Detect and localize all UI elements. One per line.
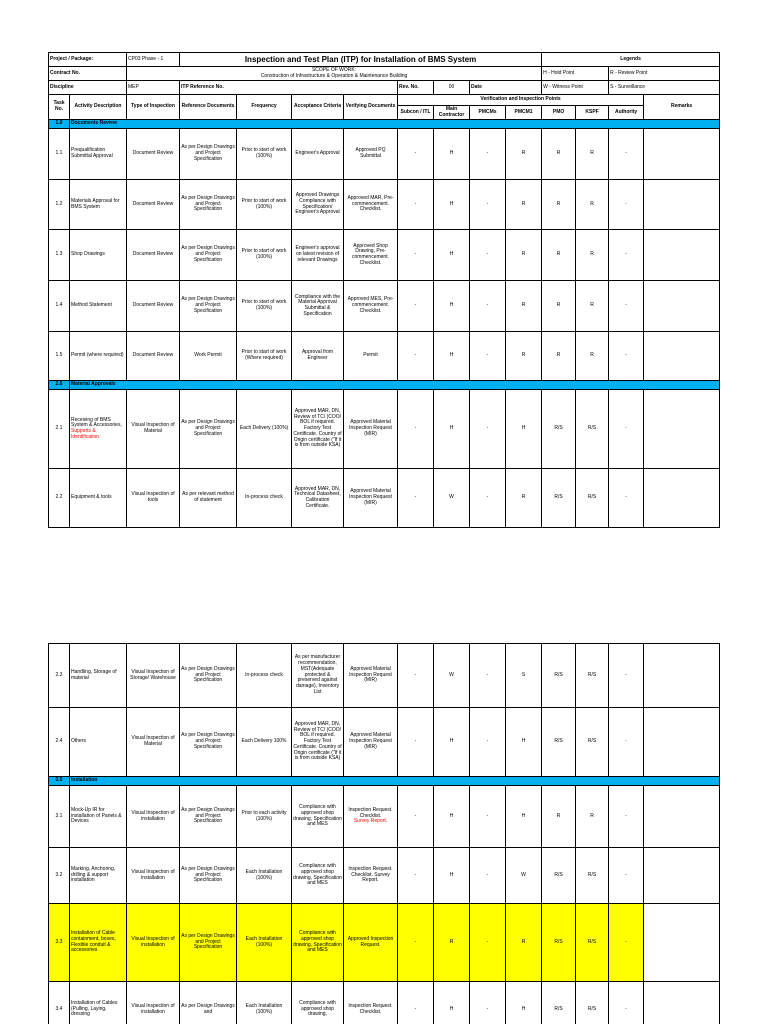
activity: Materials Approval for BMS System <box>70 180 127 230</box>
activity: Method Statement <box>70 281 127 332</box>
reference-docs: As per Design Drawings and Project Specification <box>180 848 237 904</box>
pmo-point: R <box>542 129 576 180</box>
kspf-point: R <box>576 786 609 848</box>
kspf-point: R/S <box>576 390 609 469</box>
remarks <box>644 848 720 904</box>
activity: Handling, Storage of material <box>70 644 127 708</box>
activity-text-highlight: Supports & Identification. <box>71 428 101 440</box>
pmcms-point: - <box>470 390 506 469</box>
main-point: W <box>434 469 470 528</box>
verifying-docs-text: Inspection Request. Checklist. <box>348 806 393 819</box>
reference-docs: As per Design Drawings and Project Specification <box>180 230 237 281</box>
remarks <box>644 230 720 281</box>
col-task-no: Task No. <box>49 95 70 120</box>
inspection-type: Visual Inspection of installation <box>127 982 180 1024</box>
section-title: Installation <box>70 777 720 786</box>
section-header <box>49 381 720 390</box>
authority-point: - <box>609 644 644 708</box>
pmcm1-point: S <box>506 644 542 708</box>
frequency: Each Installation (100%) <box>237 904 292 982</box>
activity-text: Receiving of BMS System & Accessories, <box>71 416 122 429</box>
activity: Equipment & tools <box>70 469 127 528</box>
reference-docs: As per Design Drawings and <box>180 982 237 1024</box>
section-header <box>49 120 720 129</box>
kspf-point: R/S <box>576 904 609 982</box>
pmcm1-point: R <box>506 904 542 982</box>
acceptance: Approved Drawings Compliance with Specification/ Engineer's Approval <box>292 180 344 230</box>
frequency: Prior to start of work (100%) <box>237 230 292 281</box>
col-type: Type of Inspection <box>127 95 180 120</box>
acceptance: Approved MAR, DN, Review of TC/ (COO/ BOL if required. Factory Test Certificate. Country of Origin certificate ("If it is from outside KSA) <box>292 390 344 469</box>
acceptance: Compliance with approved shop drawing, Specification and MES <box>292 848 344 904</box>
col-verifying: Verifying Documents <box>344 95 398 120</box>
remarks <box>644 180 720 230</box>
col-reference: Reference Documents <box>180 95 237 120</box>
table-row <box>49 390 720 469</box>
authority-point: - <box>609 904 644 982</box>
scope-of-work <box>127 67 542 81</box>
authority-point: - <box>609 230 644 281</box>
itp-table-page-1 <box>48 52 720 528</box>
pmcm1-point: H <box>506 708 542 777</box>
task-no: 1.4 <box>49 281 70 332</box>
inspection-type: Document Review <box>127 180 180 230</box>
pmcm1-point: H <box>506 982 542 1024</box>
col-acceptance: Acceptance Criteria <box>292 95 344 120</box>
pmcms-point: - <box>470 230 506 281</box>
pmo-point: R/S <box>542 982 576 1024</box>
acceptance: As per manufacturer recommendation, MST(Adequate protected & preserved against damage), Inventory List <box>292 644 344 708</box>
acceptance: Approved MAR, DN, Review of TC/ (COO/ BOL if required. Factory Test Certificate. Country of Origin certificate ("If it is from outside KSA) <box>292 708 344 777</box>
pmo-point: R <box>542 332 576 381</box>
pmo-point: R/S <box>542 904 576 982</box>
verifying-docs: Approved MES, Pre-commencement. Checklist. <box>344 281 398 332</box>
inspection-type: Visual Inspection of tools <box>127 469 180 528</box>
inspection-type: Visual Inspection of installation <box>127 848 180 904</box>
table-row <box>49 708 720 777</box>
date-label: Date <box>470 81 542 95</box>
verifying-docs: Approved Material Inspection Request (MIR) <box>344 644 398 708</box>
remarks <box>644 332 720 381</box>
main-point: H <box>434 390 470 469</box>
inspection-type: Visual Inspection of Material <box>127 708 180 777</box>
frequency: Prior to start of work (100%) <box>237 180 292 230</box>
table-row <box>49 469 720 528</box>
subcon-point: - <box>398 708 434 777</box>
pmcm1-point: H <box>506 786 542 848</box>
task-no: 2.2 <box>49 469 70 528</box>
authority-point: - <box>609 786 644 848</box>
rev-label: Rev. No. <box>398 81 434 95</box>
scope-line-2: Construction of Infrastructure & Operation & Maintenance Building <box>260 72 408 79</box>
frequency: Each Installation (100%) <box>237 848 292 904</box>
pmcms-point: - <box>470 904 506 982</box>
frequency: Each Delivery (100%) <box>237 390 292 469</box>
kspf-point: R/S <box>576 982 609 1024</box>
verifying-docs: Approved Material Inspection Request (MIR) <box>344 708 398 777</box>
main-point: R <box>434 904 470 982</box>
activity: Permit (where required) <box>70 332 127 381</box>
pmo-point: R/S <box>542 848 576 904</box>
reference-docs: As per Design Drawings and Project Specification <box>180 708 237 777</box>
main-point: H <box>434 982 470 1024</box>
legend-review-point: R - Review Point <box>609 67 720 81</box>
col-subcon: Subcon / ITL <box>398 106 434 120</box>
inspection-type: Visual Inspection of installation <box>127 786 180 848</box>
verifying-docs-highlight: Survey Report. <box>353 818 388 825</box>
frequency: Prior to start of work (Where required) <box>237 332 292 381</box>
reference-docs: As per Design Drawings and Project Specification <box>180 281 237 332</box>
reference-docs: As per relevant method of statement <box>180 469 237 528</box>
section-header <box>49 777 720 786</box>
task-no: 1.5 <box>49 332 70 381</box>
kspf-point: R <box>576 129 609 180</box>
col-pmo: PMO <box>542 106 576 120</box>
itp-reference-label: ITP Reference No. <box>180 81 398 95</box>
reference-docs: As per Design Drawings and Project Specification <box>180 129 237 180</box>
col-pmcm1: PMCM1 <box>506 106 542 120</box>
legend-surveillance: S - Surveillance <box>609 81 720 95</box>
task-no: 2.3 <box>49 644 70 708</box>
reference-docs: As per Design Drawings and Project Specification <box>180 644 237 708</box>
subcon-point: - <box>398 129 434 180</box>
col-frequency: Frequency <box>237 95 292 120</box>
remarks <box>644 390 720 469</box>
section-no: 1.0 <box>49 120 70 129</box>
acceptance: Approved MAR, DN, Technical Datasheet, Calibration Certificate. <box>292 469 344 528</box>
task-no: 3.2 <box>49 848 70 904</box>
subcon-point: - <box>398 644 434 708</box>
frequency: Prior to each activity (100%) <box>237 786 292 848</box>
reference-docs: Work Permit <box>180 332 237 381</box>
task-no: 1.2 <box>49 180 70 230</box>
section-no: 3.0 <box>49 777 70 786</box>
pmcm1-point: H <box>506 390 542 469</box>
itp-page-1 <box>48 52 719 528</box>
main-point: H <box>434 129 470 180</box>
pmcms-point: - <box>470 129 506 180</box>
verifying-docs: Approved Inspection Request. <box>344 904 398 982</box>
authority-point: - <box>609 129 644 180</box>
pmo-point: R/S <box>542 708 576 777</box>
reference-docs: As per Design Drawings and Project Specification <box>180 904 237 982</box>
reference-docs: As per Design Drawings and Project Specification <box>180 390 237 469</box>
inspection-type: Document Review <box>127 129 180 180</box>
kspf-point: R <box>576 230 609 281</box>
frequency: In-process check <box>237 469 292 528</box>
activity: Installation of Cable containment, boxes, Flexible conduit & accessories <box>70 904 127 982</box>
task-no: 3.3 <box>49 904 70 982</box>
task-no: 2.1 <box>49 390 70 469</box>
task-no: 1.3 <box>49 230 70 281</box>
table-row <box>49 786 720 848</box>
legend-hold-point: H - Hold Point <box>542 67 609 81</box>
table-row <box>49 230 720 281</box>
pmcms-point: - <box>470 180 506 230</box>
verifying-docs <box>344 786 398 848</box>
table-row-highlighted <box>49 904 720 982</box>
section-title: Material Approvals <box>70 381 720 390</box>
remarks <box>644 129 720 180</box>
subcon-point: - <box>398 904 434 982</box>
inspection-type: Visual Inspection of Storage/ Warehouse <box>127 644 180 708</box>
frequency: In-process check <box>237 644 292 708</box>
activity: Shop Drawings <box>70 230 127 281</box>
task-no: 2.4 <box>49 708 70 777</box>
verifying-docs: Approved PQ Submittal <box>344 129 398 180</box>
remarks <box>644 644 720 708</box>
authority-point: - <box>609 180 644 230</box>
legends-label: Legends <box>542 53 720 67</box>
authority-point: - <box>609 848 644 904</box>
acceptance: Compliance with approved shop drawing, Specification and MES <box>292 786 344 848</box>
itp-page-2 <box>48 643 719 1024</box>
authority-point: - <box>609 281 644 332</box>
pmcms-point: - <box>470 848 506 904</box>
kspf-point: R <box>576 332 609 381</box>
acceptance: Compliance with approved shop drawing, Specification and MES <box>292 904 344 982</box>
subcon-point: - <box>398 848 434 904</box>
inspection-type: Document Review <box>127 230 180 281</box>
pmcm1-point: R <box>506 129 542 180</box>
verifying-docs: Approved Material Inspection Request (MIR) <box>344 469 398 528</box>
table-row <box>49 332 720 381</box>
frequency: Each Installation (100%) <box>237 982 292 1024</box>
verifying-docs: Inspection Request. Checklist. Survey Report. <box>344 848 398 904</box>
activity: Others <box>70 708 127 777</box>
acceptance: Compliance with approved shop drawing, <box>292 982 344 1024</box>
activity: Marking, Anchoring, drilling & support installation <box>70 848 127 904</box>
task-no: 3.4 <box>49 982 70 1024</box>
scope-line-1: SCOPE OF WORK: <box>311 66 357 73</box>
rev-value: 00 <box>434 81 470 95</box>
activity: Mock-Up IR for installation of Panels & Devices <box>70 786 127 848</box>
col-main-contractor: Main Contractor <box>434 106 470 120</box>
pmo-point: R <box>542 281 576 332</box>
project-label: Project / Package: <box>49 53 127 67</box>
pmo-point: R <box>542 180 576 230</box>
task-no: 3.1 <box>49 786 70 848</box>
frequency: Prior to start of work (100%) <box>237 281 292 332</box>
col-activity: Activity Description <box>70 95 127 120</box>
kspf-point: R/S <box>576 644 609 708</box>
pmcms-point: - <box>470 786 506 848</box>
legend-witness-point: W - Witness Point <box>542 81 609 95</box>
pmcms-point: - <box>470 332 506 381</box>
inspection-type: Visual Inspection of installation <box>127 904 180 982</box>
pmcm1-point: W <box>506 848 542 904</box>
acceptance: Compliance with the Material Approval Submittal & Specification <box>292 281 344 332</box>
authority-point: - <box>609 469 644 528</box>
section-no: 2.0 <box>49 381 70 390</box>
frequency: Each Delivery 100% <box>237 708 292 777</box>
verifying-docs: Approved Shop Drawing, Pre-commencement. Checklist. <box>344 230 398 281</box>
pmcm1-point: R <box>506 230 542 281</box>
pmcm1-point: R <box>506 281 542 332</box>
verifying-docs: Permit <box>344 332 398 381</box>
kspf-point: R <box>576 281 609 332</box>
frequency: Prior to start of work (100%) <box>237 129 292 180</box>
remarks <box>644 469 720 528</box>
pmcm1-point: R <box>506 332 542 381</box>
verifying-docs: Approved MAR, Pre-commencement. Checklist. <box>344 180 398 230</box>
pmo-point: R/S <box>542 469 576 528</box>
pmcms-point: - <box>470 281 506 332</box>
main-point: H <box>434 848 470 904</box>
verifying-docs: Inspection Request. Checklist. <box>344 982 398 1024</box>
subcon-point: - <box>398 281 434 332</box>
col-pmcms: PMCMs <box>470 106 506 120</box>
section-title: Documents Review <box>70 120 720 129</box>
kspf-point: R/S <box>576 848 609 904</box>
reference-docs: As per Design Drawings and Project Specification <box>180 180 237 230</box>
pmo-point: R/S <box>542 390 576 469</box>
authority-point: - <box>609 332 644 381</box>
discipline-label: Discipline <box>49 81 127 95</box>
authority-point: - <box>609 982 644 1024</box>
acceptance: Approval from Engineer <box>292 332 344 381</box>
main-point: H <box>434 786 470 848</box>
col-verification-group: Verification and Inspection Points <box>398 95 644 106</box>
main-point: H <box>434 180 470 230</box>
col-kspf: KSPF <box>576 106 609 120</box>
remarks <box>644 281 720 332</box>
subcon-point: - <box>398 332 434 381</box>
remarks <box>644 982 720 1024</box>
kspf-point: R <box>576 180 609 230</box>
inspection-type: Document Review <box>127 332 180 381</box>
subcon-point: - <box>398 469 434 528</box>
verifying-docs: Approved Material Inspection Request (MIR) <box>344 390 398 469</box>
project-value: CP03 Phase - 1 <box>127 53 180 67</box>
authority-point: - <box>609 390 644 469</box>
table-row <box>49 180 720 230</box>
table-row <box>49 848 720 904</box>
col-remarks: Remarks <box>644 95 720 120</box>
table-row <box>49 982 720 1024</box>
pmo-point: R <box>542 786 576 848</box>
table-row <box>49 129 720 180</box>
subcon-point: - <box>398 230 434 281</box>
kspf-point: R/S <box>576 708 609 777</box>
kspf-point: R/S <box>576 469 609 528</box>
table-row <box>49 281 720 332</box>
reference-docs: As per Design Drawings and Project Specification <box>180 786 237 848</box>
contract-label: Contract No. <box>49 67 127 81</box>
task-no: 1.1 <box>49 129 70 180</box>
table-row <box>49 644 720 708</box>
activity <box>70 390 127 469</box>
acceptance: Engineer's Approval <box>292 129 344 180</box>
document-title: Inspection and Test Plan (ITP) for Installation of BMS System <box>180 53 542 67</box>
pmcm1-point: R <box>506 469 542 528</box>
activity: Installation of Cables (Pulling, Laying, dressing <box>70 982 127 1024</box>
subcon-point: - <box>398 982 434 1024</box>
main-point: H <box>434 332 470 381</box>
remarks <box>644 904 720 982</box>
pmo-point: R <box>542 230 576 281</box>
pmcms-point: - <box>470 469 506 528</box>
subcon-point: - <box>398 180 434 230</box>
main-point: H <box>434 281 470 332</box>
pmcms-point: - <box>470 708 506 777</box>
main-point: H <box>434 230 470 281</box>
inspection-type: Document Review <box>127 281 180 332</box>
itp-table-page-2 <box>48 643 720 1024</box>
pmcms-point: - <box>470 644 506 708</box>
pmcms-point: - <box>470 982 506 1024</box>
subcon-point: - <box>398 390 434 469</box>
remarks <box>644 708 720 777</box>
inspection-type: Visual Inspection of Material <box>127 390 180 469</box>
activity: Prequalification Submittal Approval <box>70 129 127 180</box>
subcon-point: - <box>398 786 434 848</box>
acceptance: Engineer's approval on latest revision of relevant Drawings <box>292 230 344 281</box>
pmcm1-point: R <box>506 180 542 230</box>
discipline-value: MEP <box>127 81 180 95</box>
main-point: H <box>434 708 470 777</box>
main-point: W <box>434 644 470 708</box>
pmo-point: R/S <box>542 644 576 708</box>
remarks <box>644 786 720 848</box>
col-authority: Authority <box>609 106 644 120</box>
authority-point: - <box>609 708 644 777</box>
